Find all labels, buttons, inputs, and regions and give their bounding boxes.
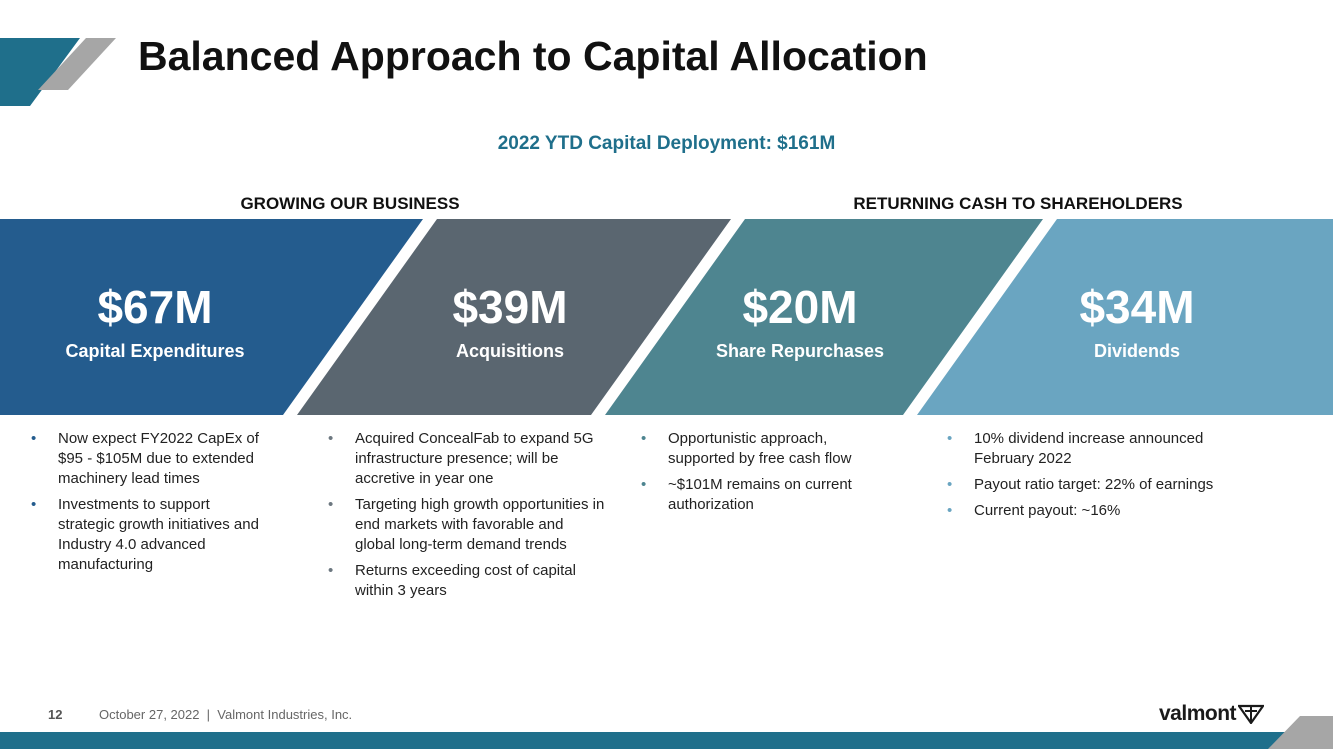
list-item	[947, 429, 1247, 469]
group-heading-returning: RETURNING CASH TO SHAREHOLDERS	[853, 194, 1183, 213]
dividends-label: Dividends	[1093, 341, 1181, 361]
repurchases-bullets	[641, 429, 896, 521]
bullet-dot: •	[641, 476, 647, 493]
repurchases-amount: $20M	[742, 281, 858, 333]
list-item	[328, 561, 606, 601]
bullet-dot: •	[947, 476, 953, 493]
list-item	[31, 429, 266, 489]
bullet-dot: •	[31, 496, 37, 513]
bullet-text: Opportunistic approach, supported by free cash flow	[668, 430, 852, 467]
bullet-dot: •	[328, 430, 334, 447]
bullet-text: Payout ratio target: 22% of earnings	[974, 476, 1214, 493]
acquisitions-label: Acquisitions	[455, 341, 564, 361]
bullet-text: Investments to support strategic growth initiatives and Industry 4.0 advanced manufacturing	[58, 496, 259, 573]
list-item	[947, 475, 1247, 495]
footer-date-company: October 27, 2022 | Valmont Industries, Inc.	[99, 707, 353, 722]
bullet-text: ~$101M remains on current authorization	[668, 476, 852, 513]
repurchases-label: Share Repurchases	[715, 341, 885, 361]
page-number: 12	[48, 707, 63, 722]
bullet-dot: •	[947, 430, 953, 447]
list-item	[31, 495, 266, 575]
bullet-text: Acquired ConcealFab to expand 5G infrastructure presence; will be accretive in year one	[355, 430, 594, 487]
bullet-text: Now expect FY2022 CapEx of $95 - $105M due to extended machinery lead times	[58, 430, 259, 487]
bullet-text: Targeting high growth opportunities in end markets with favorable and global long-term demand trends	[355, 496, 605, 553]
capex-amount: $67M	[97, 281, 213, 333]
list-item	[947, 501, 1247, 521]
acquisitions-amount: $39M	[452, 281, 568, 333]
bullet-dot: •	[31, 430, 37, 447]
logo-wordmark: valmont	[1159, 702, 1237, 725]
bullet-text: 10% dividend increase announced February 2022	[974, 430, 1204, 467]
bullet-text: Current payout: ~16%	[974, 502, 1121, 519]
footer-bar-blue	[0, 732, 1290, 749]
footer-bar	[0, 714, 1333, 749]
bullet-dot: •	[328, 496, 334, 513]
bullet-dot: •	[641, 430, 647, 447]
acquisitions-bullets	[328, 429, 606, 607]
bullet-text: Returns exceeding cost of capital within 3 years	[355, 562, 576, 599]
list-item	[641, 475, 896, 515]
list-item	[328, 429, 606, 489]
list-item	[328, 495, 606, 555]
list-item	[641, 429, 896, 469]
capex-label: Capital Expenditures	[65, 341, 245, 361]
capex-bullets	[31, 429, 266, 581]
bullet-dot: •	[328, 562, 334, 579]
dividends-bullets	[947, 429, 1247, 527]
page-title: Balanced Approach to Capital Allocation	[138, 33, 928, 79]
group-heading-growing: GROWING OUR BUSINESS	[240, 194, 460, 213]
capital-deployment-subtitle: 2022 YTD Capital Deployment: $161M	[497, 133, 836, 154]
bullet-dot: •	[947, 502, 953, 519]
header-accent-slashes	[0, 38, 120, 108]
dividends-amount: $34M	[1079, 281, 1195, 333]
